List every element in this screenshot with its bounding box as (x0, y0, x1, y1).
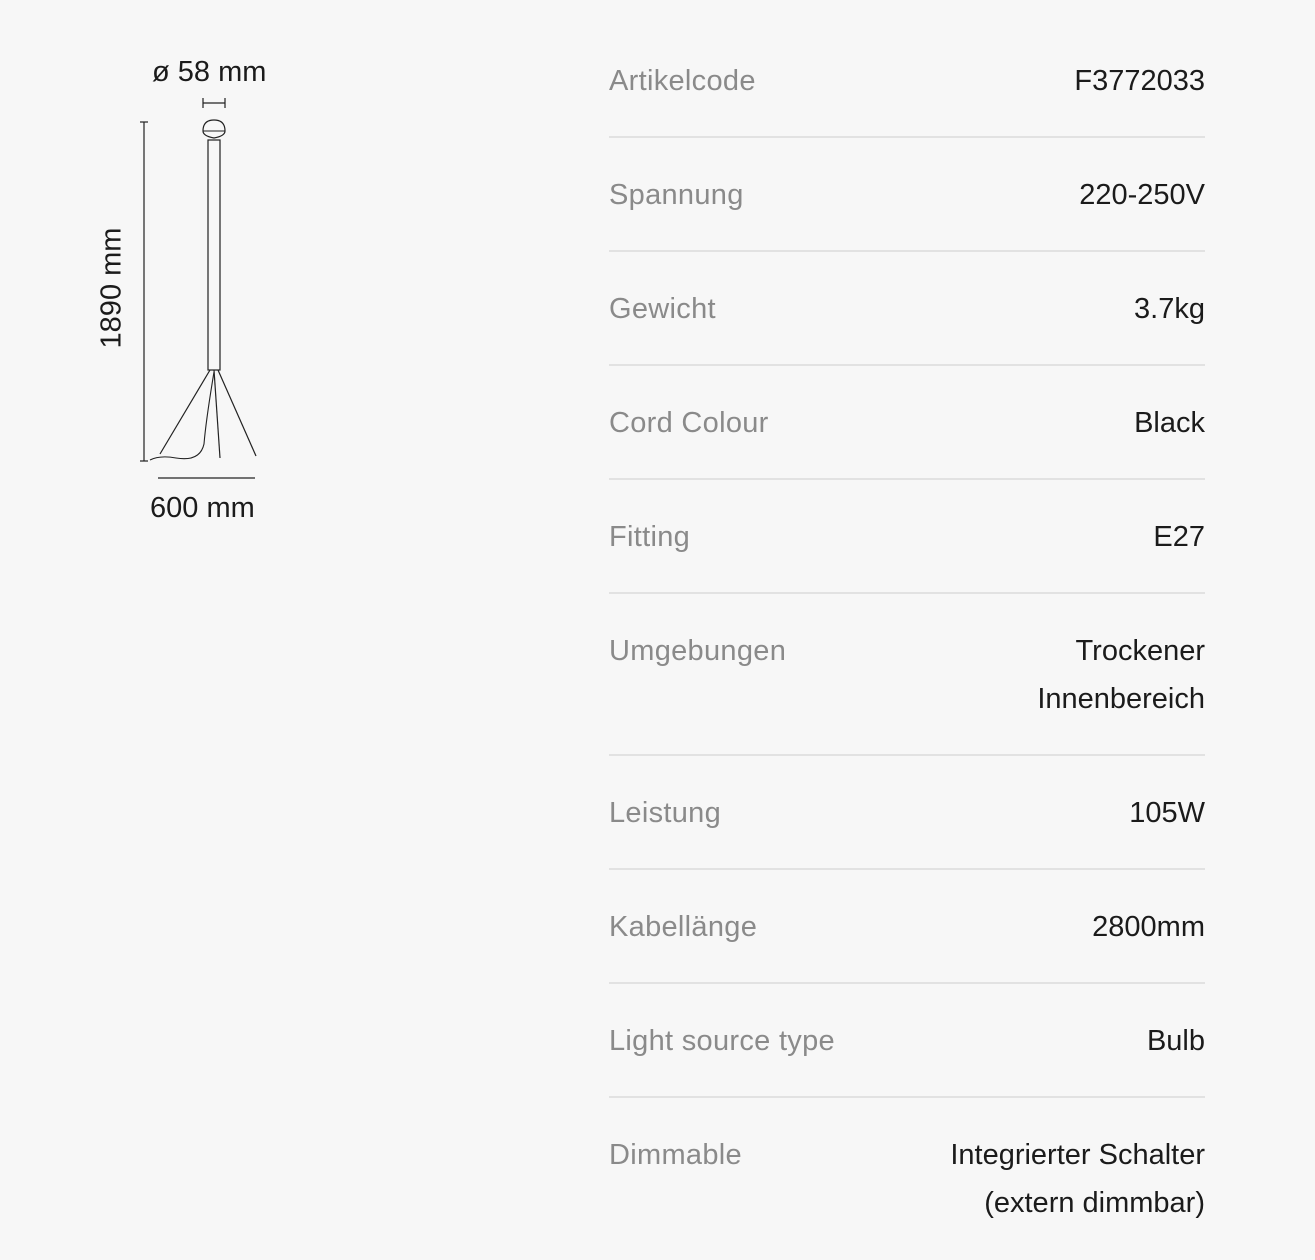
spec-label: Umgebungen (609, 635, 787, 667)
spec-row-kabellaenge (609, 870, 1205, 984)
spec-row-cord-colour (609, 366, 1205, 480)
spec-value: F3772033 (1074, 65, 1205, 97)
spec-value: Bulb (1146, 1025, 1205, 1057)
spec-label: Artikelcode (609, 65, 756, 97)
spec-value (1037, 627, 1205, 723)
spec-row-light-source-type (609, 984, 1205, 1098)
spec-label: Spannung (609, 179, 744, 211)
spec-label: Leistung (609, 797, 722, 829)
spec-row-gewicht (609, 252, 1205, 366)
spec-label: Gewicht (609, 293, 716, 325)
spec-value-line: Integrierter Schalter (950, 1139, 1205, 1171)
spec-row-spannung (609, 138, 1205, 252)
spec-row-leistung (609, 756, 1205, 870)
spec-row-fitting (609, 480, 1205, 594)
diameter-label: ø 58 mm (152, 56, 267, 88)
spec-value: 2800mm (1092, 911, 1205, 943)
spec-table (609, 24, 1205, 1260)
spec-label: Light source type (609, 1025, 835, 1057)
spec-value: 220-250V (1079, 179, 1205, 211)
height-label: 1890 mm (95, 227, 128, 349)
spec-value: Black (1134, 407, 1205, 439)
spec-value (950, 1131, 1205, 1227)
spec-value: E27 (1153, 521, 1205, 553)
spec-row-artikelcode (609, 24, 1205, 138)
spec-label: Fitting (609, 521, 691, 553)
spec-row-umgebungen (609, 594, 1205, 756)
spec-label: Cord Colour (609, 407, 769, 439)
spec-row-dimmable (609, 1098, 1205, 1260)
spec-label: Dimmable (609, 1139, 742, 1171)
spec-value: 3.7kg (1134, 293, 1205, 325)
spec-label: Kabellänge (609, 911, 758, 943)
lamp-dimension-drawing (0, 0, 360, 560)
spec-value-line: Innenbereich (1037, 683, 1205, 715)
spec-value-line: Trockener (1075, 635, 1205, 667)
width-label: 600 mm (150, 492, 255, 524)
spec-value-line: (extern dimmbar) (984, 1187, 1205, 1219)
spec-value: 105W (1129, 797, 1205, 829)
